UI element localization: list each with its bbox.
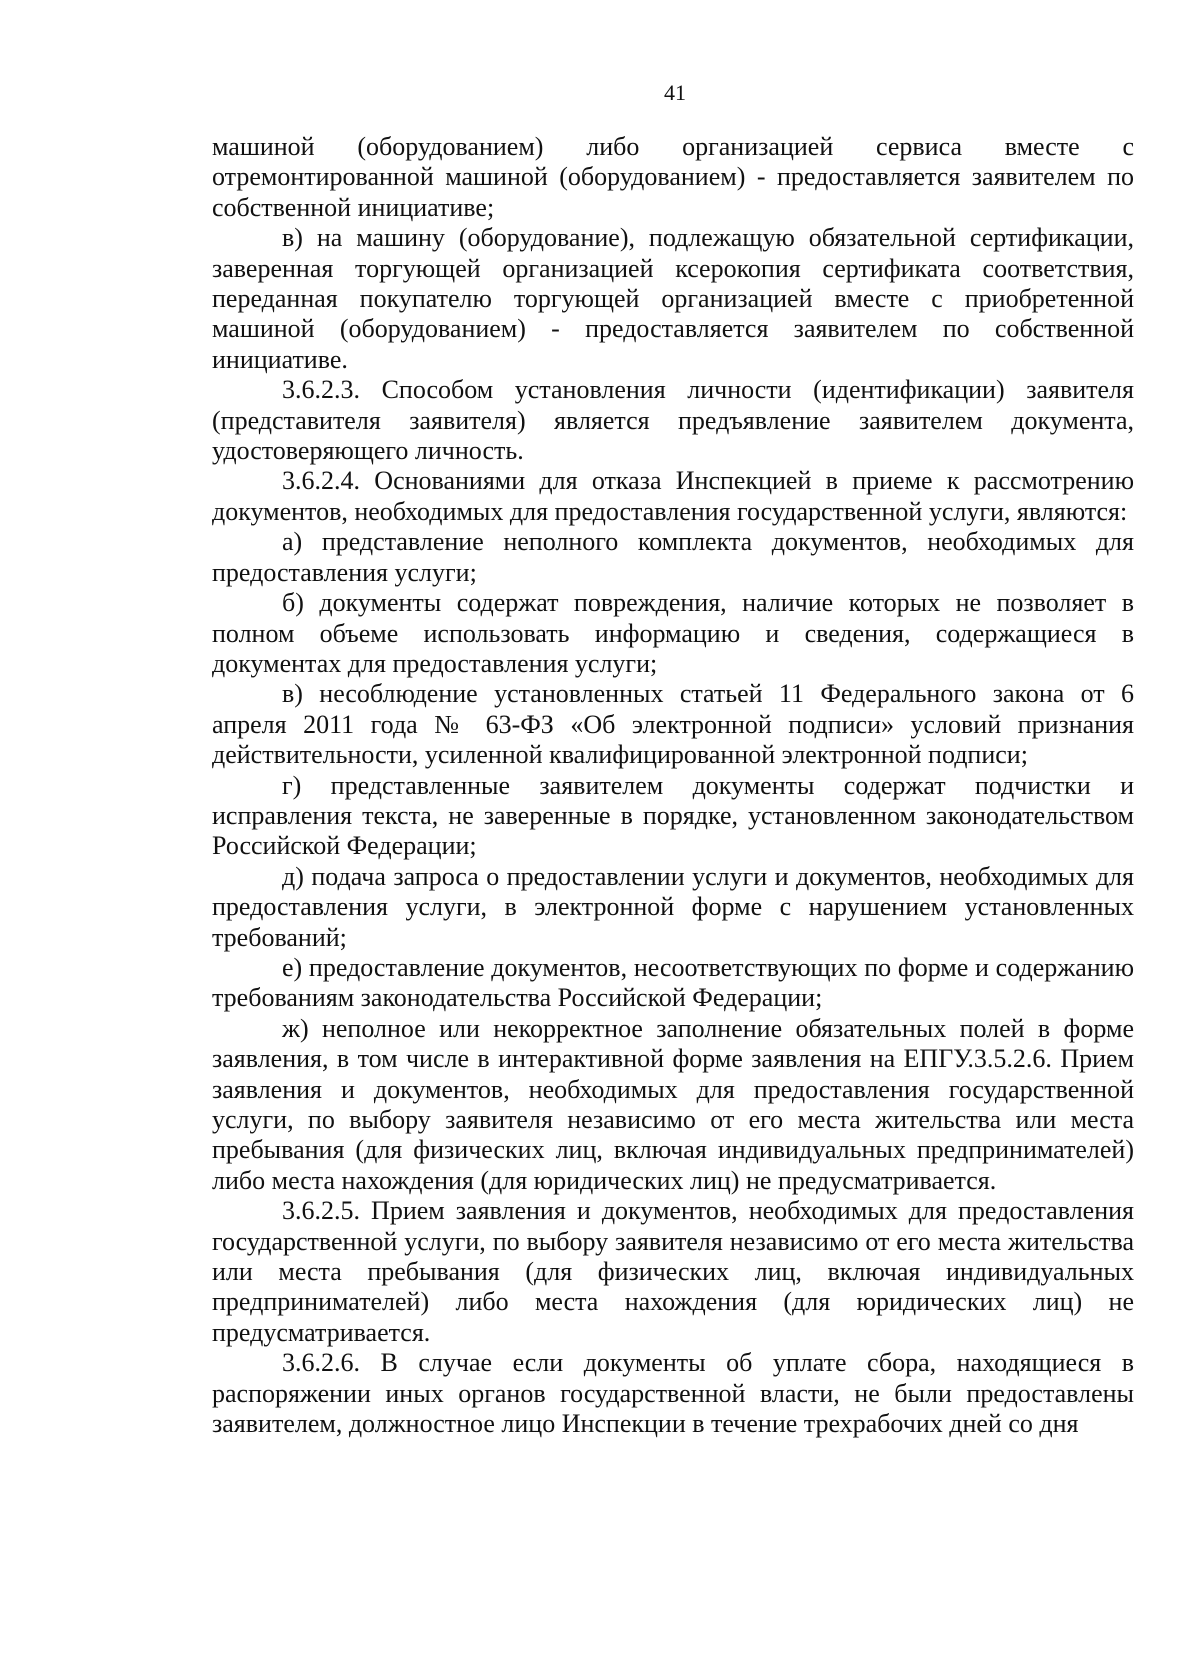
paragraph-item-a: а) представление неполного комплекта документов, необходимых для предоставления услуги; xyxy=(212,527,1134,587)
paragraph-3-6-2-6: 3.6.2.6. В случае если документы об уплате сбора, находящиеся в распоряжении иных органов государственной власти, не были предоставлены заявителем, должностное лицо Инспекции в течение трехрабочих дней со дня xyxy=(212,1348,1134,1439)
paragraph-3-6-2-4: 3.6.2.4. Основаниями для отказа Инспекцией в приеме к рассмотрению документов, необходимых для предоставления государственной услуги, являются: xyxy=(212,466,1134,526)
paragraph-item-zh: ж) неполное или некорректное заполнение обязательных полей в форме заявления, в том числе в интерактивной форме заявления на ЕПГУ.3.5.2.6. Прием заявления и документов, необходимых для предоставления государственной услуги, по выбору заявителя независимо от его места жительства или места пребывания (для физических лиц, включая индивидуальных предпринимателей) либо места нахождения (для юридических лиц) не предусматривается. xyxy=(212,1013,1134,1195)
paragraph-item-v-certification: в) на машину (оборудование), подлежащую обязательной сертификации, заверенная торгующей организацией ксерокопия сертификата соответствия, переданная покупателю торгующей организацией вместе с приобретенной машиной (оборудованием) - предоставляется заявителем по собственной инициативе. xyxy=(212,223,1134,374)
paragraph-3-6-2-3: 3.6.2.3. Способом установления личности (идентификации) заявителя (представителя заявителя) является предъявление заявителем документа, удостоверяющего личность. xyxy=(212,375,1134,466)
paragraph-3-6-2-5: 3.6.2.5. Прием заявления и документов, необходимых для предоставления государственной услуги, по выбору заявителя независимо от его места жительства или места пребывания (для физических лиц, включая индивидуальных предпринимателей) либо места нахождения (для юридических лиц) не предусматривается. xyxy=(212,1196,1134,1347)
paragraph-item-d: д) подача запроса о предоставлении услуги и документов, необходимых для предоставления услуги, в электронной форме с нарушением установленных требований; xyxy=(212,861,1134,952)
paragraph-item-v: в) несоблюдение установленных статьей 11 Федерального закона от 6 апреля 2011 года № 63-ФЗ «Об электронной подписи» условий признания действительности, усиленной квалифицированной электронной подписи; xyxy=(212,679,1134,770)
page-number: 41 xyxy=(664,80,686,105)
paragraph-item-e: е) предоставление документов, несоответствующих по форме и содержанию требованиям законодательства Российской Федерации; xyxy=(212,952,1134,1013)
paragraph-item-b: б) документы содержат повреждения, наличие которых не позволяет в полном объеме использовать информацию и сведения, содержащиеся в документах для предоставления услуги; xyxy=(212,588,1134,678)
paragraph-continuation: машиной (оборудованием) либо организацией сервиса вместе с отремонтированной машиной (оборудованием) - предоставляется заявителем по собственной инициативе; xyxy=(212,132,1134,222)
document-body xyxy=(212,132,1134,1439)
paragraph-item-g: г) представленные заявителем документы содержат подчистки и исправления текста, не заверенные в порядке, установленном законодательством Российской Федерации; xyxy=(212,770,1134,861)
